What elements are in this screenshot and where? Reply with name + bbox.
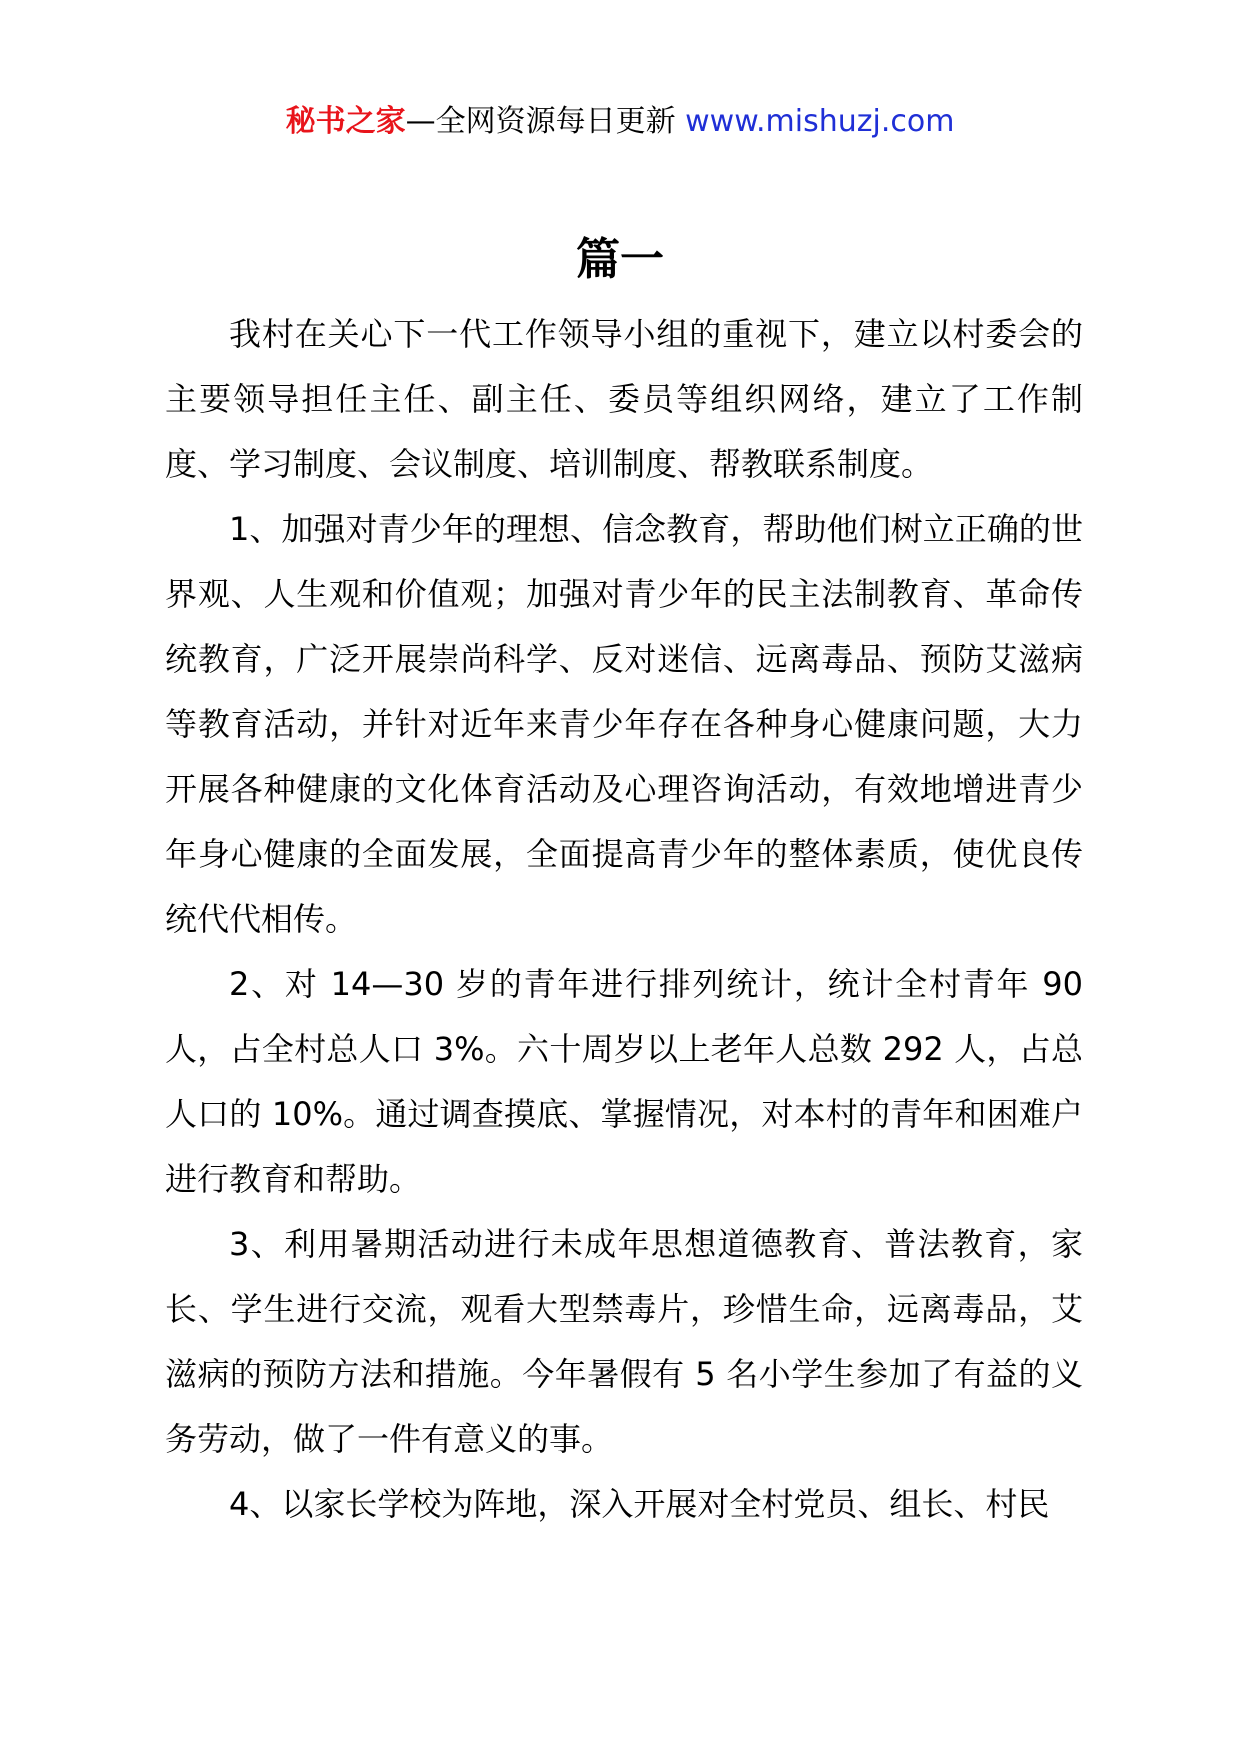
paragraph-intro: 我村在关心下一代工作领导小组的重视下，建立以村委会的主要领导担任主任、副主任、委员等组织网络，建立了工作制度、学习制度、会议制度、培训制度、帮教联系制度。 <box>165 315 1083 483</box>
brand-name: 秘书之家 <box>285 104 406 139</box>
paragraph-item-3: 3、利用暑期活动进行未成年思想道德教育、普法教育，家长、学生进行交流，观看大型禁毒片，珍惜生命，远离毒品，艾滋病的预防方法和措施。今年暑假有 5 名小学生参加了有益的义务劳动，做了一件有意义的事。 <box>165 1225 1083 1458</box>
website-link[interactable]: www.mishuzj.com <box>685 104 955 139</box>
header-tagline: —全网资源每日更新 <box>405 104 676 139</box>
paragraph-item-2: 2、对 14—30 岁的青年进行排列统计，统计全村青年 90 人，占全村总人口 3%。六十周岁以上老年人总数 292 人，占总人口的 10%。通过调查摸底、掌握情况，对本村的青年和困难户进行教育和帮助。 <box>165 965 1083 1198</box>
paragraph-item-1: 1、加强对青少年的理想、信念教育，帮助他们树立正确的世界观、人生观和价值观；加强对青少年的民主法制教育、革命传统教育，广泛开展崇尚科学、反对迷信、远离毒品、预防艾滋病等教育活动，并针对近年来青少年存在各种身心健康问题，大力开展各种健康的文化体育活动及心理咨询活动，有效地增进青少年身心健康的全面发展，全面提高青少年的整体素质，使优良传统代代相传。 <box>165 510 1083 938</box>
document-title: 篇一 <box>576 234 664 285</box>
page-header <box>0 100 1240 144</box>
document-body <box>165 302 1083 1537</box>
paragraph-item-4: 4、以家长学校为阵地，深入开展对全村党员、组长、村民 <box>229 1485 1050 1523</box>
